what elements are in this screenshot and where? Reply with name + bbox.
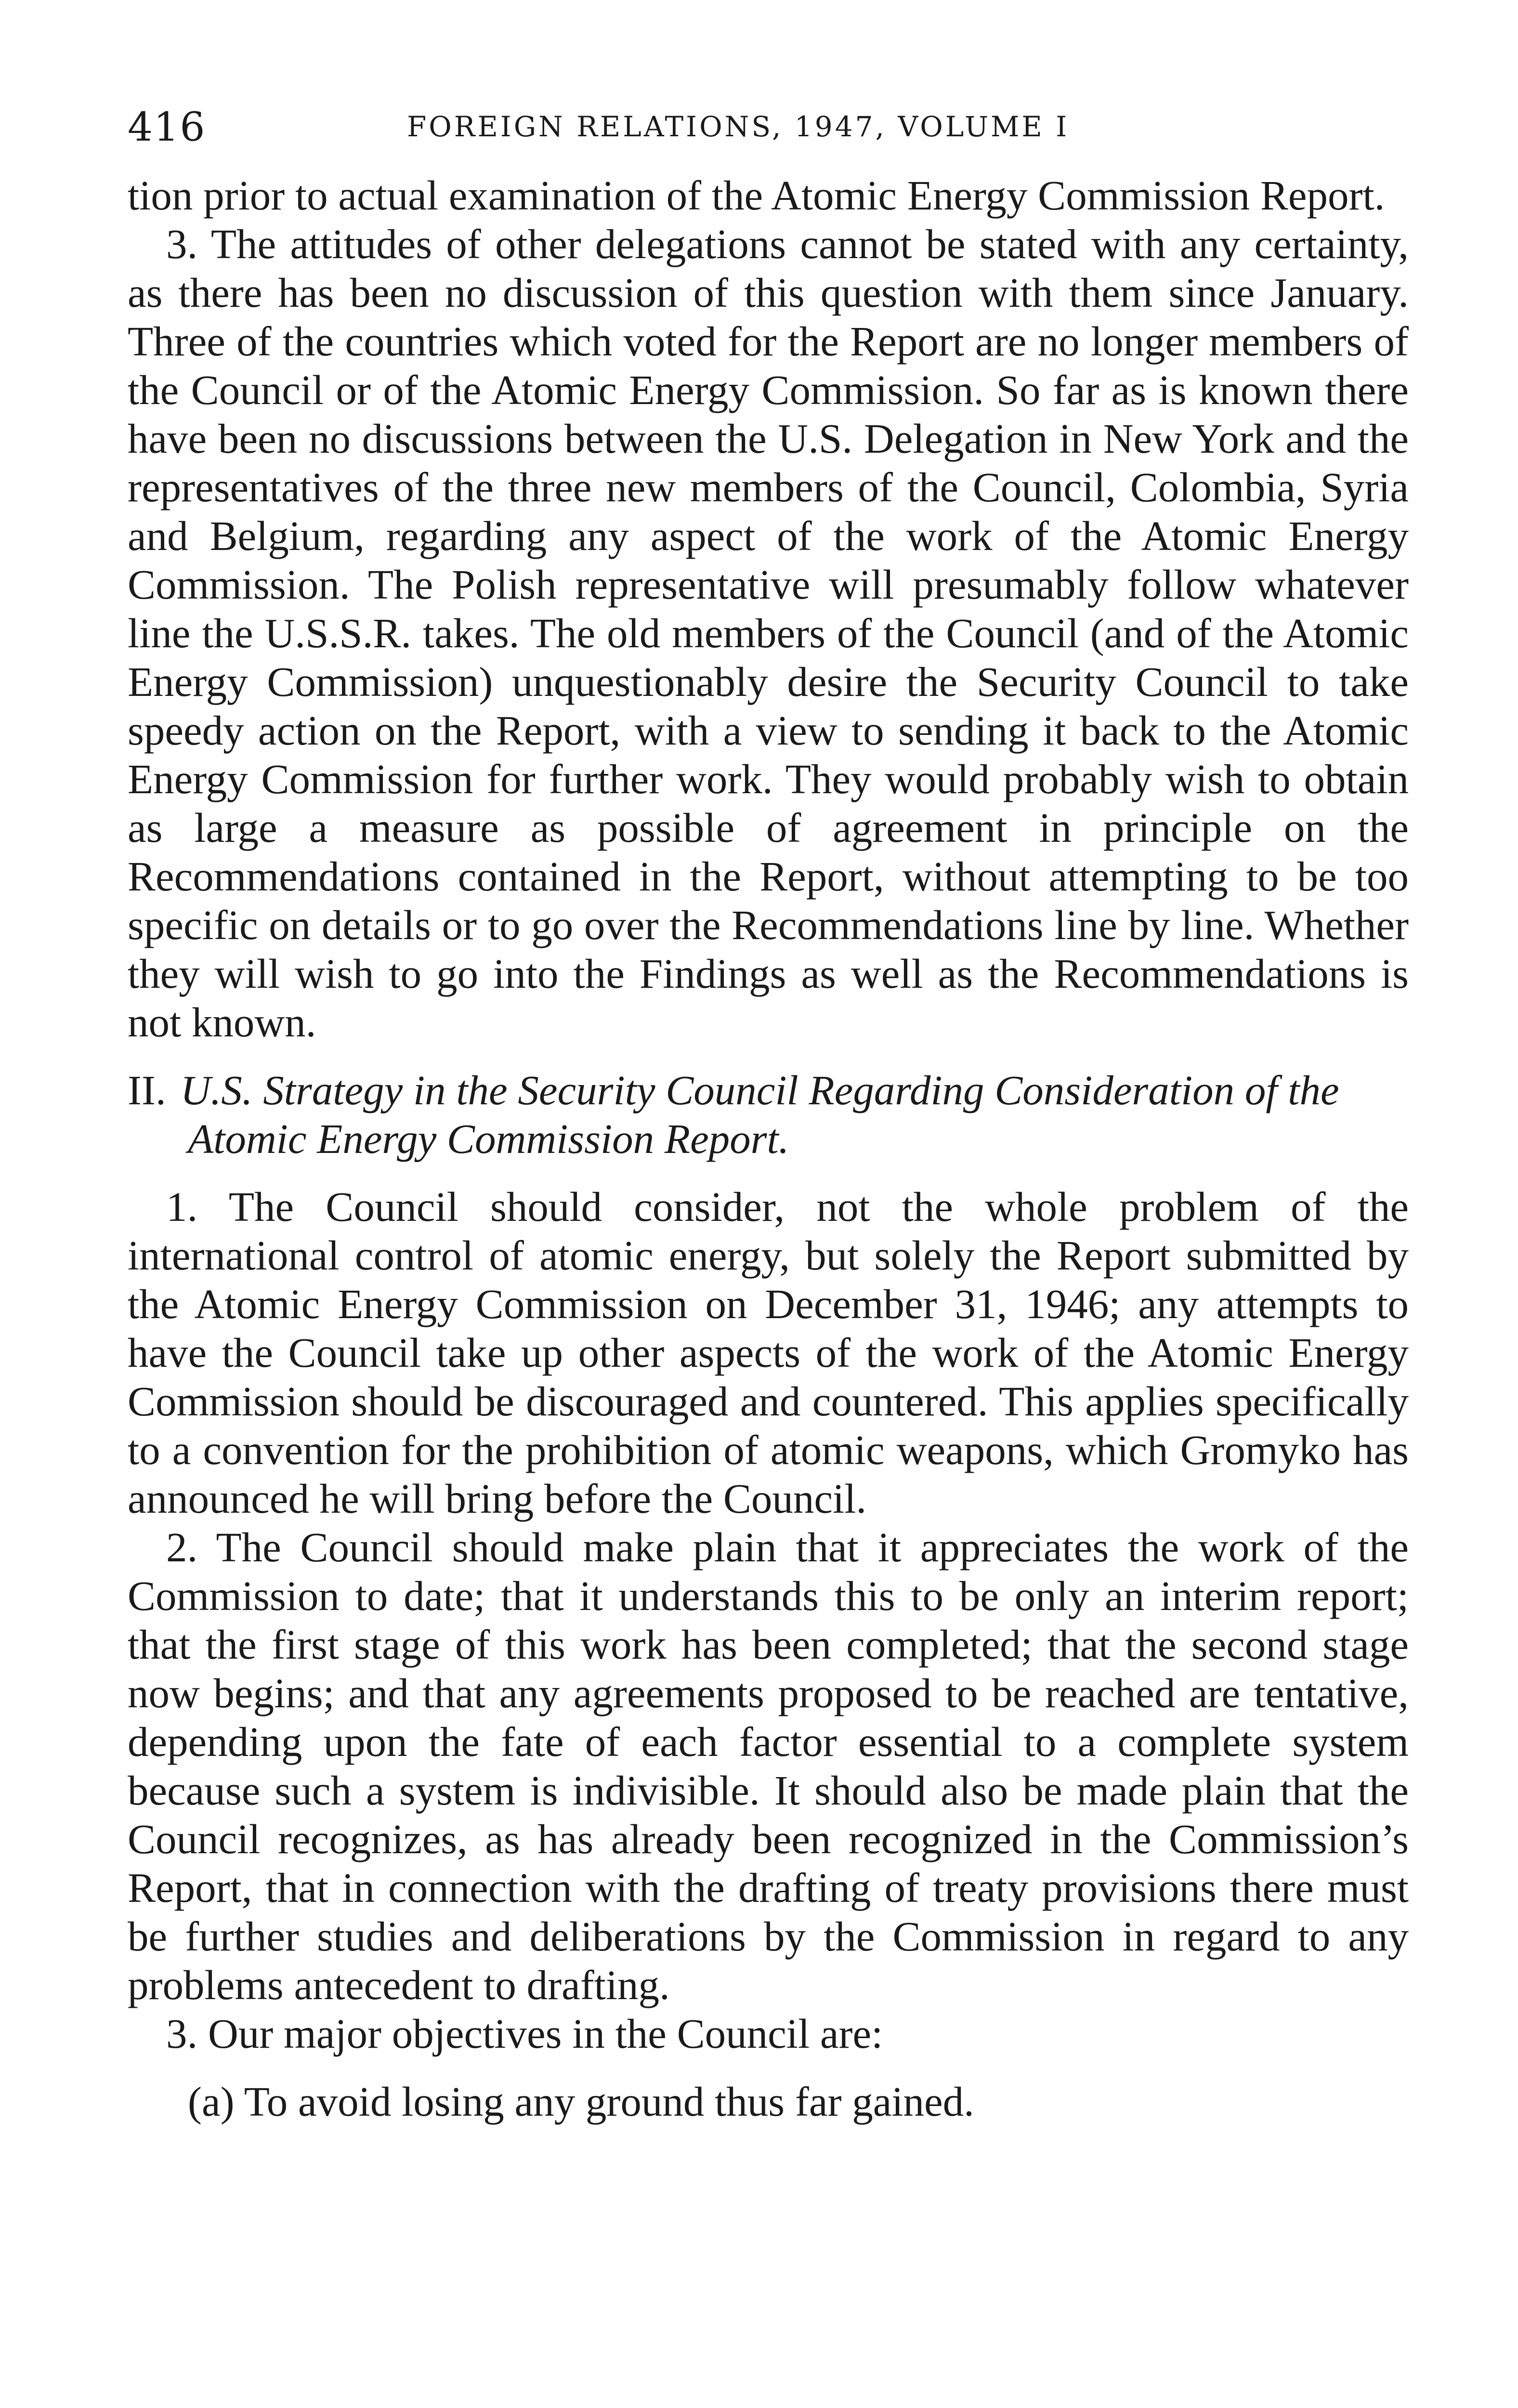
section-title: U.S. Strategy in the Security Council Regarding Consideration of the Atomic Energy Commission Report. [180,1067,1339,1162]
page-number: 416 [128,105,206,150]
page-header [128,99,1404,157]
paragraph-ii-3: 3. Our major objectives in the Council are: [166,2010,883,2057]
body-text [128,171,1409,2126]
list-item-a: (a) To avoid losing any ground thus far gained. [188,2078,974,2125]
paragraph-ii-2: 2. The Council should make plain that it appreciates the work of the Commission to date; that it understands this to be only an interim report; that the first stage of this work has been completed; that the second stage now begins; and that any agreements proposed to be reached are tentative, depending upon the fate of each factor essential to a complete system because such a system is indivisible. It should also be made plain that the Council recognizes, as has already been recognized in the Commission’s Report, that in connection with the drafting of treaty provisions there must be further studies and deliberations by the Commission in regard to any problems antecedent to drafting. [128,1524,1409,2008]
paragraph-continuation: tion prior to actual examination of the Atomic Energy Commission Report. [128,172,1385,219]
section-number: II. [128,1067,166,1113]
paragraph-3-attitudes: 3. The attitudes of other delegations cannot be stated with any certainty, as there has been no discussion of this question with them since January. Three of the countries which voted for the Report are no longer members of the Council or of the Atomic Energy Commission. So far as is known there have been no discussions between the U.S. Delegation in New York and the representatives of the three new members of the Council, Colombia, Syria and Belgium, regarding any aspect of the work of the Atomic Energy Commission. The Polish representative will presumably follow whatever line the U.S.S.R. takes. The old members of the Council (and of the Atomic Energy Commission) unquestionably desire the Security Council to take speedy action on the Report, with a view to sending it back to the Atomic Energy Commission for further work. They would probably wish to obtain as large a measure as possible of agreement in principle on the Recommendations contained in the Report, without attempting to be too specific on details or to go over the Recommendations line by line. Whether they will wish to go into the Findings as well as the Recommendations is not known. [128,221,1409,1046]
section-heading-ii [128,1066,1409,1163]
running-head: FOREIGN RELATIONS, 1947, VOLUME I [407,110,1070,143]
paragraph-ii-1: 1. The Council should consider, not the whole problem of the international control of atomic energy, but solely the Report submitted by the Atomic Energy Commission on December 31, 1946; any attempts to have the Council take up other aspects of the work of the Atomic Energy Commission should be discouraged and countered. This applies specifically to a convention for the prohibition of atomic weapons, which Gromyko has announced he will bring before the Council. [128,1183,1409,1522]
